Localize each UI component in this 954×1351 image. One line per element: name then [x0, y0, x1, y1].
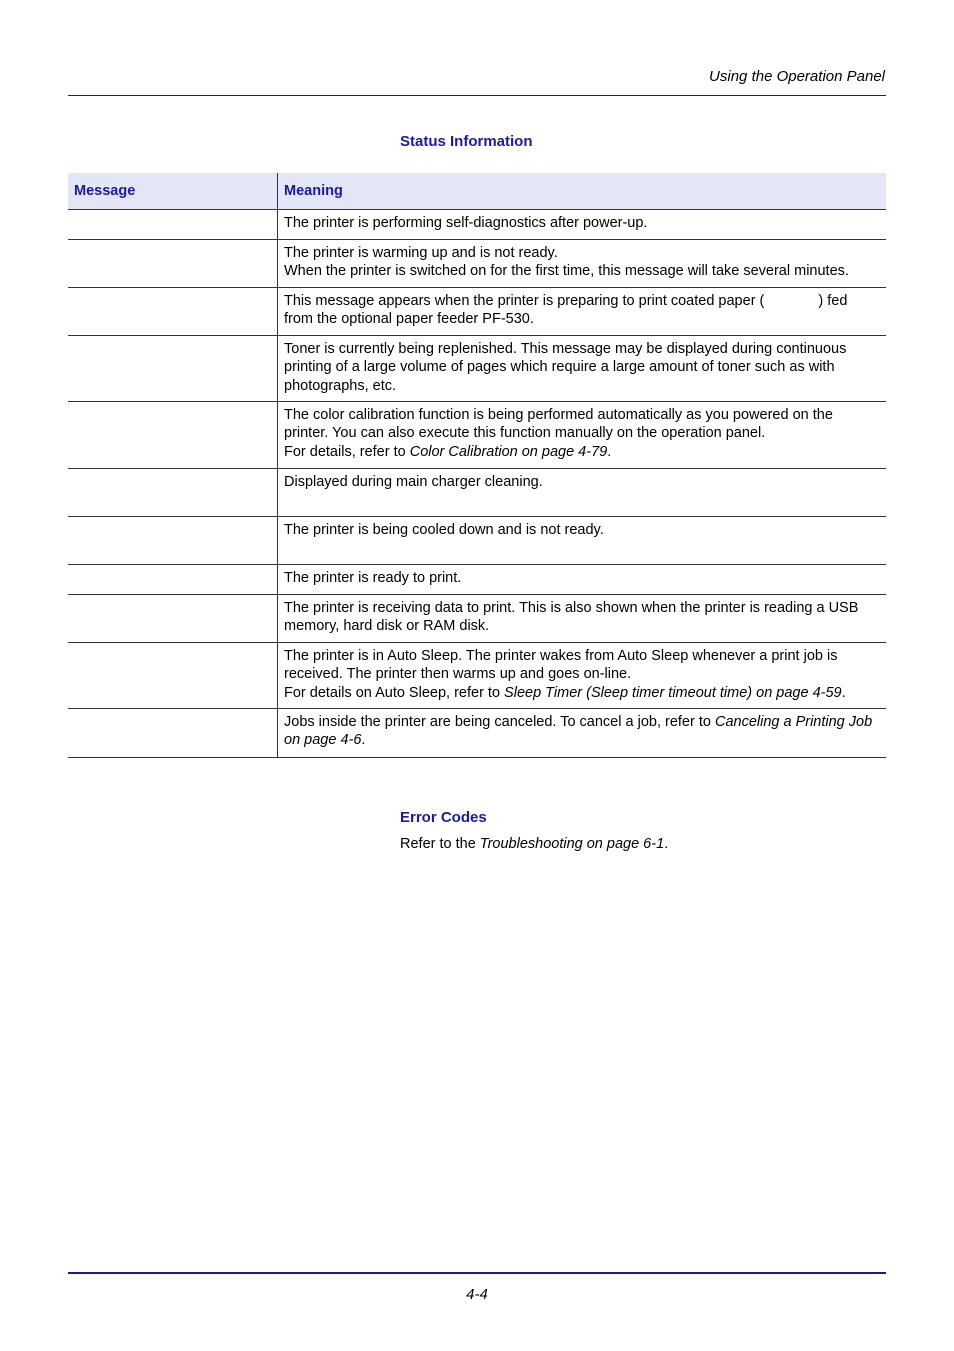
- cross-reference-link[interactable]: Color Calibration on page 4-79: [409, 443, 608, 460]
- message-cell: [68, 288, 278, 336]
- meaning-cell: This message appears when the printer is preparing to print coated paper ( ) fed from the optional paper feeder PF-530.: [278, 288, 887, 336]
- error-codes-heading: Error Codes: [400, 809, 487, 826]
- meaning-cell: The color calibration function is being performed automatically as you powered on the printer. You can also execute this function manually on the operation panel. For details, refer to Color Calibration on page 4-79.: [278, 402, 887, 469]
- meaning-cell: Jobs inside the printer are being canceled. To cancel a job, refer to Canceling a Printing Job on page 4-6.: [278, 709, 887, 758]
- table-row: [68, 517, 886, 565]
- status-information-heading: Status Information: [400, 133, 533, 150]
- table-header-row: [68, 173, 886, 210]
- meaning-cell: The printer is ready to print.: [278, 565, 887, 595]
- column-header-message: Message: [68, 173, 278, 210]
- message-cell: [68, 595, 278, 643]
- header-rule: [68, 95, 886, 96]
- message-cell: [68, 469, 278, 517]
- message-cell: [68, 240, 278, 288]
- message-cell: [68, 402, 278, 469]
- table-row: [68, 240, 886, 288]
- message-cell: [68, 709, 278, 758]
- meaning-cell: Toner is currently being replenished. This message may be displayed during continuous printing of a large volume of pages which require a large amount of toner such as with photographs, etc.: [278, 336, 887, 402]
- table-row: [68, 595, 886, 643]
- footer-rule: [68, 1272, 886, 1274]
- table-row: [68, 709, 886, 758]
- message-cell: [68, 643, 278, 709]
- meaning-cell: The printer is performing self-diagnostics after power-up.: [278, 210, 887, 240]
- running-header: Using the Operation Panel: [709, 68, 885, 85]
- cross-reference-link[interactable]: Sleep Timer (Sleep timer timeout time) on page 4-59: [504, 684, 842, 701]
- table-row: [68, 402, 886, 469]
- meaning-cell: The printer is being cooled down and is not ready.: [278, 517, 887, 565]
- error-codes-text: Refer to the Troubleshooting on page 6-1.: [400, 836, 669, 852]
- meaning-cell: The printer is warming up and is not ready. When the printer is switched on for the first time, this message will take several minutes.: [278, 240, 887, 288]
- message-cell: [68, 565, 278, 595]
- message-cell: [68, 517, 278, 565]
- meaning-cell: The printer is receiving data to print. This is also shown when the printer is reading a USB memory, hard disk or RAM disk.: [278, 595, 887, 643]
- column-header-meaning: Meaning: [278, 173, 887, 210]
- status-table: [68, 173, 886, 758]
- table-row: [68, 469, 886, 517]
- message-cell: [68, 336, 278, 402]
- cross-reference-link[interactable]: Canceling a Printing Job on page 4-6: [284, 714, 873, 749]
- table-row: [68, 643, 886, 709]
- meaning-cell: Displayed during main charger cleaning.: [278, 469, 887, 517]
- message-cell: [68, 210, 278, 240]
- table-row: [68, 210, 886, 240]
- cross-reference-link[interactable]: Troubleshooting on page 6-1: [479, 836, 665, 852]
- page-number: 4-4: [466, 1286, 488, 1303]
- table-row: [68, 336, 886, 402]
- meaning-cell: The printer is in Auto Sleep. The printer wakes from Auto Sleep whenever a print job is received. The printer then warms up and goes on-line. For details on Auto Sleep, refer to Sleep Timer (Sleep timer timeout time) on page 4-59.: [278, 643, 887, 709]
- table-row: [68, 288, 886, 336]
- table-row: [68, 565, 886, 595]
